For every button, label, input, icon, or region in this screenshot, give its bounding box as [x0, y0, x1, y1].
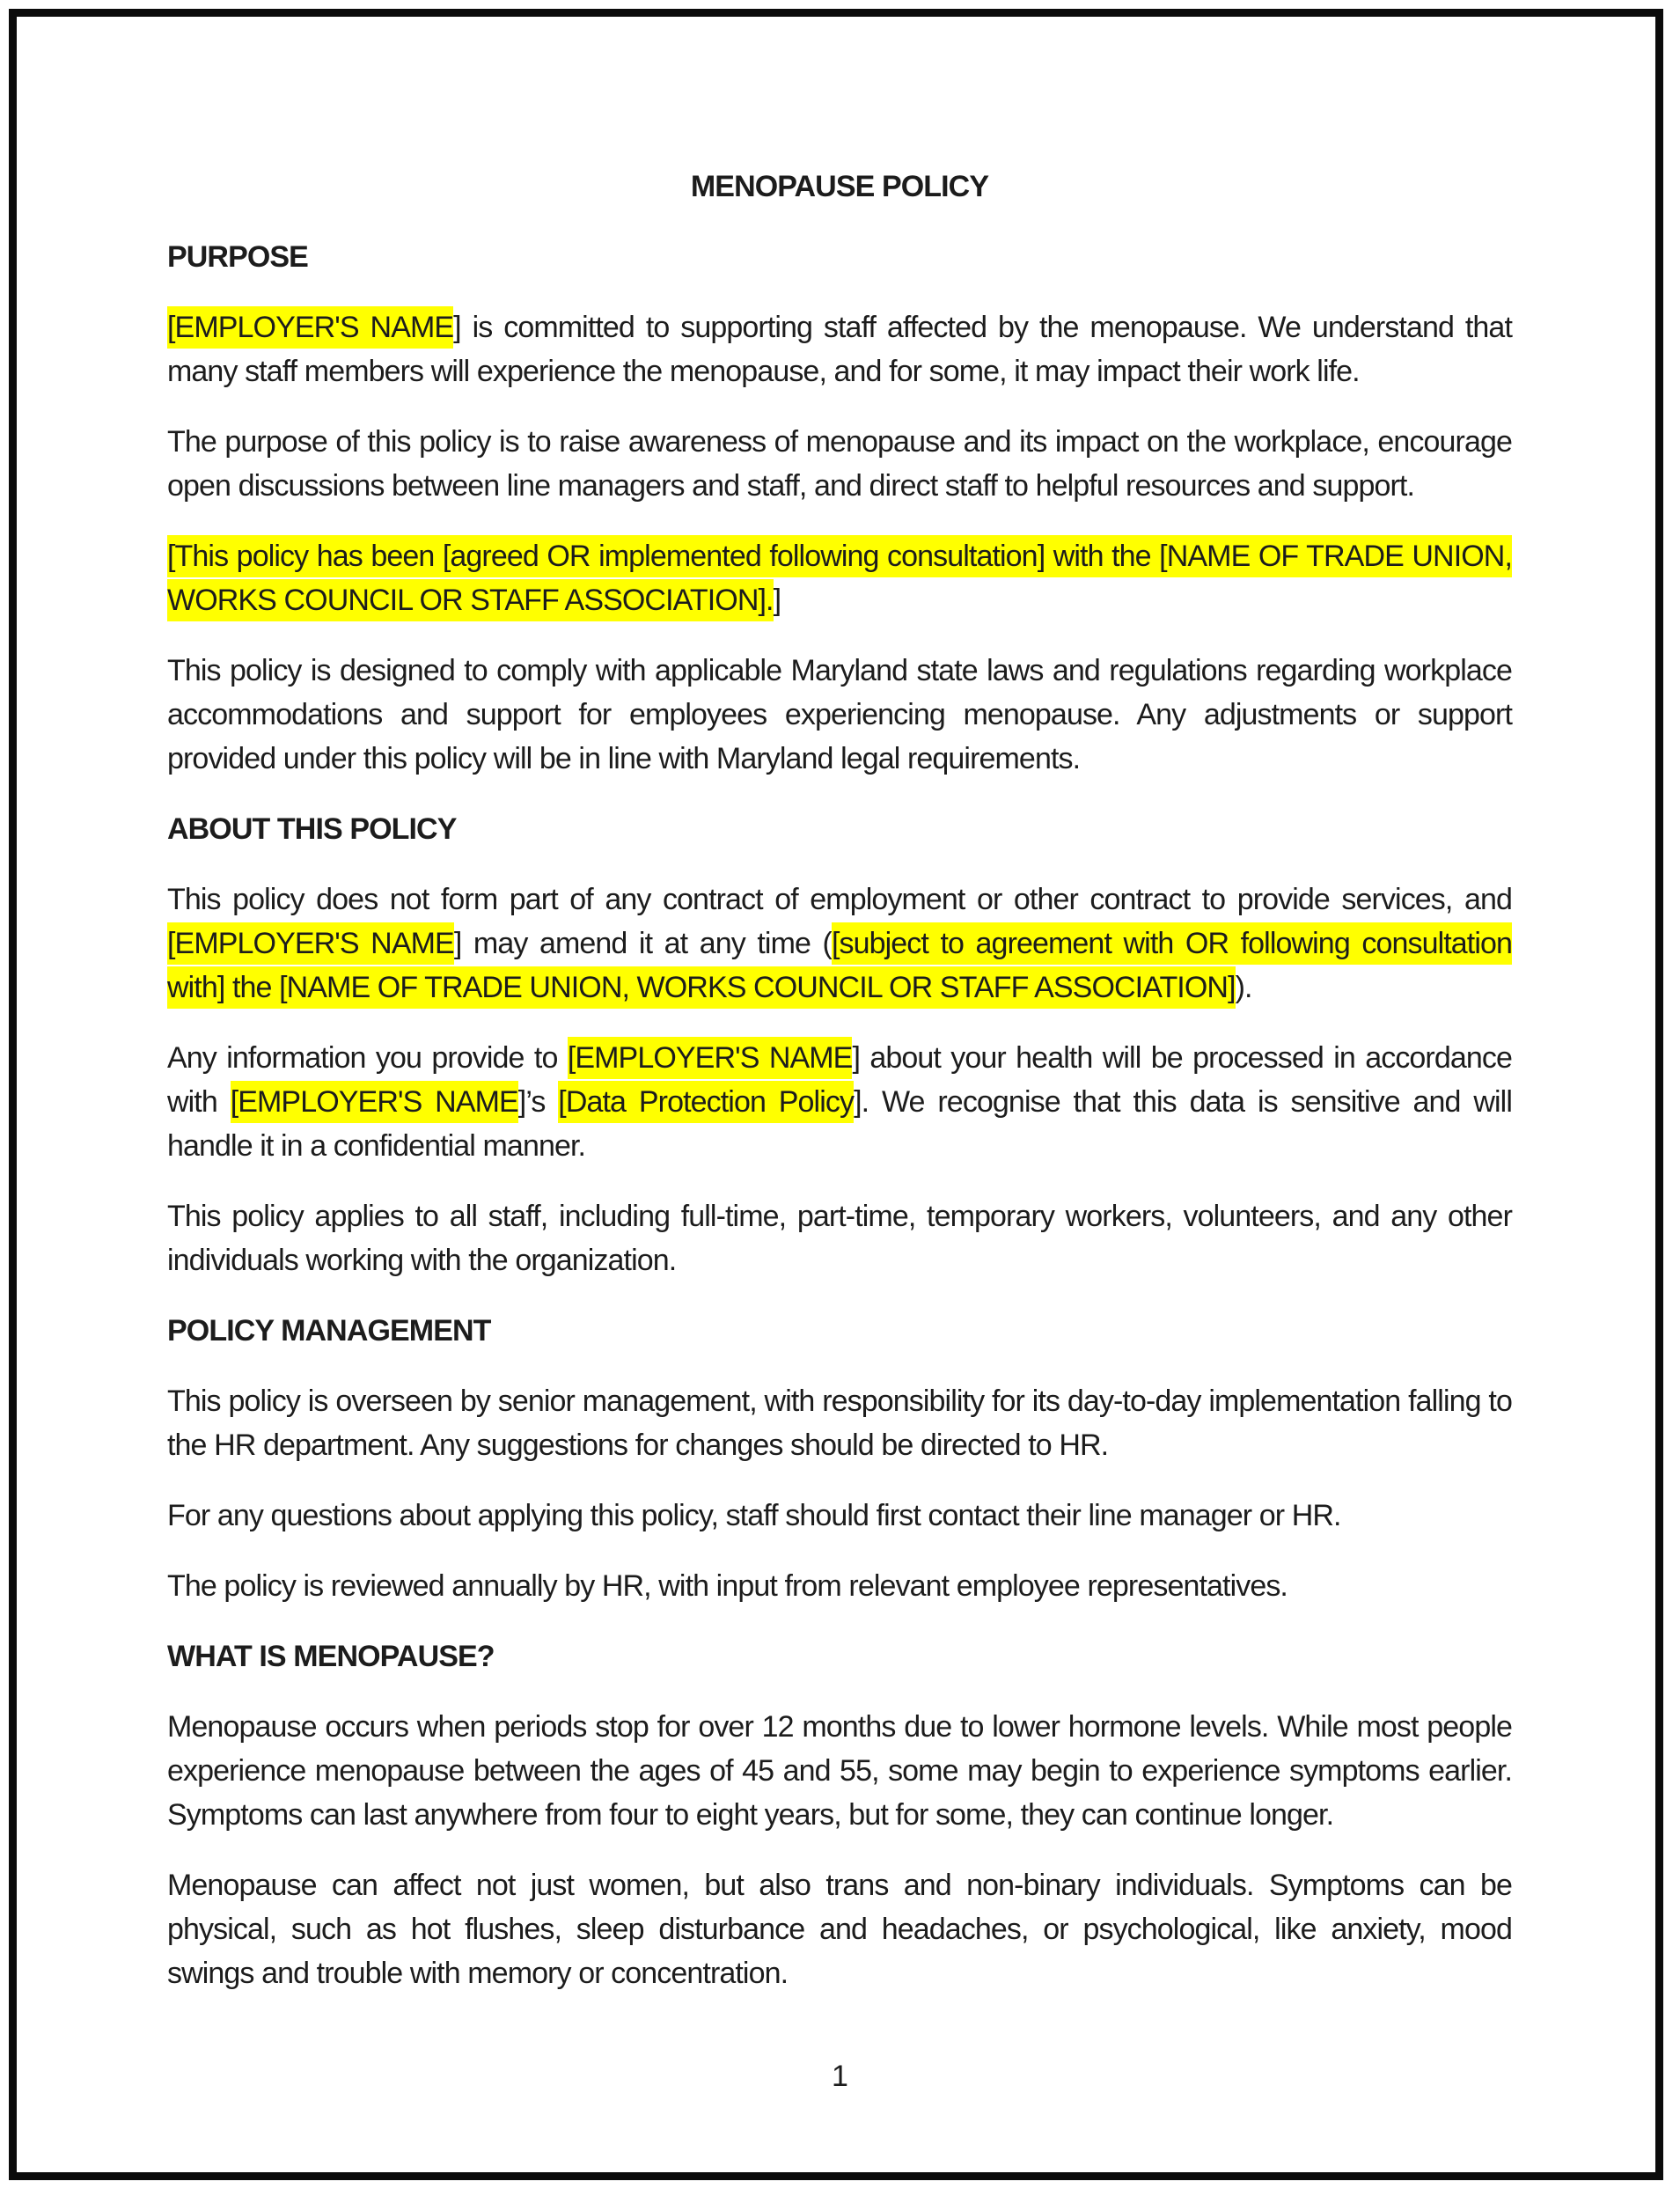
text-run: The purpose of this policy is to raise awareness of menopause and its impact on the workplace, encourage open discussions between line managers and staff, and direct staff to helpful resources and support.: [167, 425, 1512, 503]
highlighted-text: [EMPLOYER'S NAME: [167, 306, 453, 349]
document-content: [167, 0, 1512, 2022]
section-heading: POLICY MANAGEMENT: [167, 1314, 491, 1348]
paragraph: [167, 1564, 1512, 1608]
text-run: Menopause can affect not just women, but also trans and non-binary individuals. Symptoms can be physical, such as hot flushes, sleep disturbance and headaches, or psychological, like anxiety, mood swings and trouble with memory or concentration.: [167, 1869, 1512, 1990]
highlighted-text: [subject to agreement with OR following consultation with] the [NAME OF TRADE UNION, WORKS COUNCIL OR STAFF ASSOCIATION]: [167, 922, 1512, 1009]
text-run: For any questions about applying this policy, staff should first contact their line manager or HR.: [167, 1499, 1341, 1532]
paragraph: [167, 420, 1512, 508]
paragraph: [167, 878, 1512, 1010]
paragraph: [167, 305, 1512, 393]
paragraph: [167, 1863, 1512, 1995]
highlighted-text: [EMPLOYER'S NAME: [231, 1081, 518, 1123]
paragraph: [167, 1036, 1512, 1168]
paragraph: [167, 1705, 1512, 1837]
paragraph: [167, 1494, 1512, 1538]
text-run: ] about your health will be processed in accordance with: [167, 1041, 1512, 1119]
text-run: ]. We recognise that this data is sensitive and will handle it in a confidential manner.: [167, 1085, 1512, 1163]
highlighted-text: [Data Protection Policy: [558, 1081, 854, 1123]
text-run: This policy is designed to comply with applicable Maryland state laws and regulations regarding workplace accommodations and support for employees experiencing menopause. Any adjustments or support provided under this policy will be in line with Maryland legal requirements.: [167, 654, 1512, 775]
text-run: This policy does not form part of any contract of employment or other contract to provide services, and: [167, 883, 1512, 916]
text-run: ).: [1235, 971, 1252, 1004]
section-heading: ABOUT THIS POLICY: [167, 812, 457, 846]
text-run: Any information you provide to: [167, 1041, 568, 1075]
text-run: This policy is overseen by senior management, with responsibility for its day-to-day implementation falling to the HR department. Any suggestions for changes should be directed to HR.: [167, 1384, 1512, 1462]
text-run: Menopause occurs when periods stop for over 12 months due to lower hormone levels. While most people experience menopause between the ages of 45 and 55, some may begin to experience symptoms earlier. Symptoms can last anywhere from four to eight years, but for some, they can continue longer.: [167, 1710, 1512, 1832]
text-run: ] is committed to supporting staff affected by the menopause. We understand that many staff members will experience the menopause, and for some, it may impact their work life.: [167, 311, 1512, 388]
page-number: 1: [832, 2060, 848, 2093]
text-run: The policy is reviewed annually by HR, with input from relevant employee representatives.: [167, 1569, 1288, 1603]
text-run: This policy applies to all staff, including full-time, part-time, temporary workers, volunteers, and any other individuals working with the organization.: [167, 1200, 1512, 1277]
highlighted-text: [EMPLOYER'S NAME: [167, 922, 454, 965]
paragraph: [167, 649, 1512, 781]
text-run: ] may amend it at any time (: [453, 927, 832, 960]
paragraph: [167, 534, 1512, 622]
section-heading: PURPOSE: [167, 240, 308, 274]
paragraph: [167, 1194, 1512, 1282]
highlighted-text: [This policy has been [agreed OR implemented following consultation] with the [NAME OF TRADE UNION, WORKS COUNCIL OR STAFF ASSOCIATION].: [167, 535, 1512, 621]
highlighted-text: [EMPLOYER'S NAME: [568, 1037, 853, 1079]
section-heading: WHAT IS MENOPAUSE?: [167, 1640, 495, 1673]
document-body: [167, 235, 1512, 1995]
text-run: ]: [773, 584, 781, 617]
paragraph: [167, 1379, 1512, 1467]
document-title: MENOPAUSE POLICY: [690, 170, 989, 203]
text-run: ]’s: [517, 1085, 559, 1119]
